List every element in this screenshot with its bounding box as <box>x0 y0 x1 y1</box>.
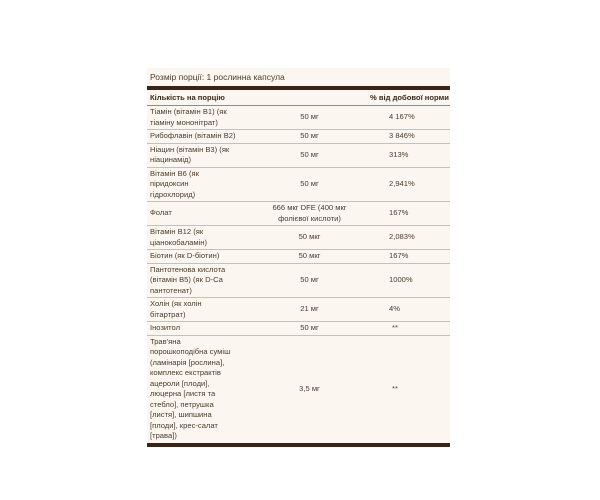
nutrient-name: Холін (як холін бітартрат) <box>150 299 202 319</box>
nutrient-name: Трав'яна порошкоподібна суміш (ламінарія [рослина], комплекс екстрактів ацероли [плоди], люцерна [листя та стебло], петрушка [листя], шипшина [плоди], крес-салат [трава]) <box>150 336 231 440</box>
nutrient-daily-value: ** <box>392 383 398 393</box>
supplement-facts-panel <box>147 68 450 447</box>
nutrient-daily-value: 4% <box>389 304 400 314</box>
nutrient-amount: 666 мкг DFE (400 мкг фолієвої кислоти) <box>272 203 347 223</box>
table-row <box>147 336 450 443</box>
table-row <box>147 264 450 299</box>
nutrient-amount: 3,5 мг <box>299 383 320 393</box>
nutrient-amount: 50 мкг <box>298 232 321 242</box>
nutrient-daily-value: 313% <box>389 149 409 159</box>
header-amount-per-serving: Кількість на порцію <box>150 93 225 102</box>
nutrient-amount: 50 мкг <box>298 251 321 260</box>
table-row <box>147 202 450 226</box>
nutrient-daily-value: ** <box>392 323 398 332</box>
nutrient-name: Тіамін (вітамін В1) (як тіаміну мононітрат) <box>150 107 227 127</box>
nutrient-name: Вітамін В6 (як піридоксин гідрохлорид) <box>150 168 199 199</box>
table-header <box>147 90 450 106</box>
nutrient-amount: 50 мг <box>300 179 319 188</box>
nutrient-amount: 50 мг <box>300 149 319 159</box>
nutrient-name: Пантотенова кислота (вітамін В5) (як D-Ca пантотенат) <box>150 264 226 295</box>
table-row <box>147 144 450 168</box>
nutrient-table <box>147 106 450 443</box>
serving-size: Розмір порції: 1 рослинна капсула <box>150 72 285 82</box>
table-row <box>147 250 450 264</box>
nutrient-amount: 21 мг <box>300 304 319 314</box>
bottom-divider <box>147 443 450 447</box>
table-row <box>147 226 450 250</box>
nutrient-daily-value: 167% <box>389 251 409 260</box>
nutrient-daily-value: 4 167% <box>389 112 415 122</box>
table-row <box>147 106 450 130</box>
table-row <box>147 168 450 203</box>
nutrient-name: Інозитол <box>150 323 181 332</box>
nutrient-amount: 50 мг <box>300 323 319 332</box>
table-row <box>147 298 450 322</box>
nutrient-daily-value: 2,083% <box>389 232 415 242</box>
table-row <box>147 130 450 144</box>
nutrient-name: Ніацин (вітамін В3) (як ніацинамід) <box>150 144 230 164</box>
nutrient-name: Вітамін В12 (як ціанокобаламін) <box>150 227 207 247</box>
nutrient-daily-value: 3 846% <box>389 131 415 140</box>
nutrient-name: Біотин (як D-біотин) <box>150 251 220 260</box>
nutrient-name: Фолат <box>150 208 172 218</box>
table-row <box>147 322 450 336</box>
nutrient-amount: 50 мг <box>300 275 319 284</box>
nutrient-daily-value: 2,941% <box>389 179 415 188</box>
nutrient-name: Рибофлавін (вітамін В2) <box>150 131 236 140</box>
nutrient-daily-value: 167% <box>389 208 409 218</box>
header-daily-value: % від добової норми <box>370 93 449 102</box>
nutrient-daily-value: 1000% <box>389 275 413 284</box>
nutrient-amount: 50 мг <box>300 131 319 140</box>
nutrient-amount: 50 мг <box>300 112 319 122</box>
